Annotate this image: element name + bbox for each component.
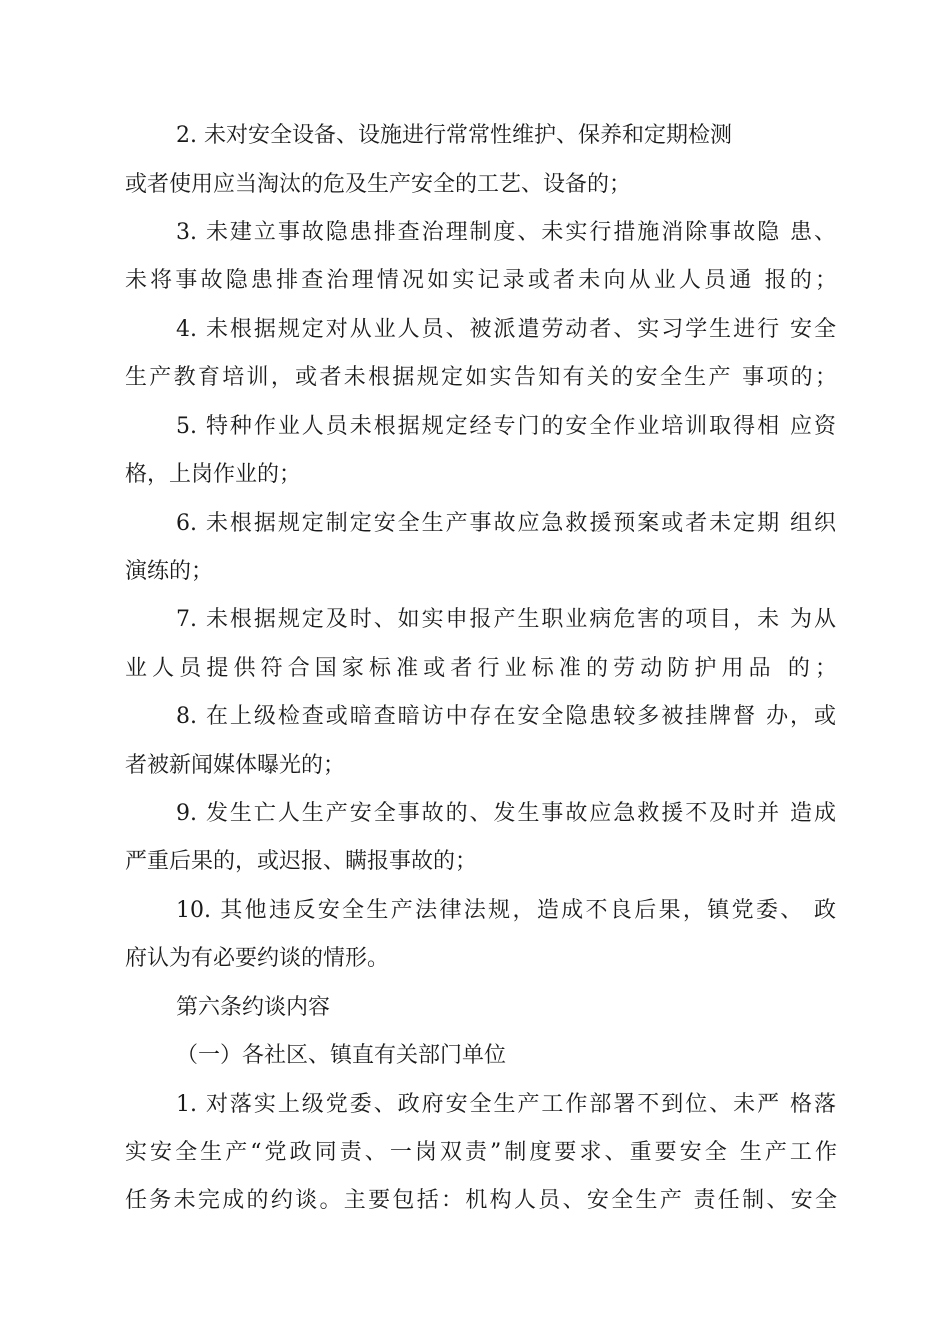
paragraph-line: 演练的；	[125, 559, 214, 584]
subsection-heading: （一）各社区、镇直有关部门单位	[176, 1043, 507, 1068]
paragraph-line: 生产教育培训，或者未根据规定如实告知有关的安全生产 事项的；	[125, 365, 837, 390]
paragraph-line: 实安全生产“党政同责、一岗双责”制度要求、重要安全 生产工作	[125, 1140, 837, 1165]
paragraph-line: 业人员提供符合国家标准或者行业标准的劳动防护用品 的；	[125, 656, 837, 681]
paragraph-line: 者被新闻媒体曝光的；	[125, 753, 346, 778]
paragraph-line: 或者使用应当淘汰的危及生产安全的工艺、设备的；	[125, 172, 632, 197]
paragraph-line: 格，上岗作业的；	[125, 462, 302, 487]
paragraph-line: 严重后果的，或迟报、瞒报事故的；	[125, 849, 478, 874]
paragraph-line: 5. 特种作业人员未根据规定经专门的安全作业培训取得相 应资	[176, 414, 836, 439]
paragraph-line: 1. 对落实上级党委、政府安全生产工作部署不到位、未严 格落	[176, 1092, 836, 1117]
paragraph-line: 府认为有必要约谈的情形。	[125, 946, 390, 971]
section-heading: 第六条约谈内容	[176, 995, 331, 1020]
paragraph-line: 6. 未根据规定制定安全生产事故应急救援预案或者未定期 组织	[176, 511, 836, 536]
paragraph-line: 任务未完成的约谈。主要包括：机构人员、安全生产 责任制、安全	[125, 1188, 837, 1213]
paragraph-line: 10. 其他违反安全生产法律法规，造成不良后果，镇党委、 政	[176, 898, 836, 923]
paragraph-line: 未将事故隐患排查治理情况如实记录或者未向从业人员通 报的；	[125, 268, 837, 293]
paragraph-line: 7. 未根据规定及时、如实申报产生职业病危害的项目，未 为从	[176, 607, 836, 632]
paragraph-line: 3. 未建立事故隐患排查治理制度、未实行措施消除事故隐 患、	[176, 220, 836, 245]
paragraph-line: 2. 未对安全设备、设施进行常常性维护、保养和定期检测	[176, 123, 732, 148]
paragraph-line: 8. 在上级检查或暗查暗访中存在安全隐患较多被挂牌督 办，或	[176, 704, 836, 729]
paragraph-line: 4. 未根据规定对从业人员、被派遣劳动者、实习学生进行 安全	[176, 317, 836, 342]
paragraph-line: 9. 发生亡人生产安全事故的、发生事故应急救援不及时并 造成	[176, 801, 836, 826]
